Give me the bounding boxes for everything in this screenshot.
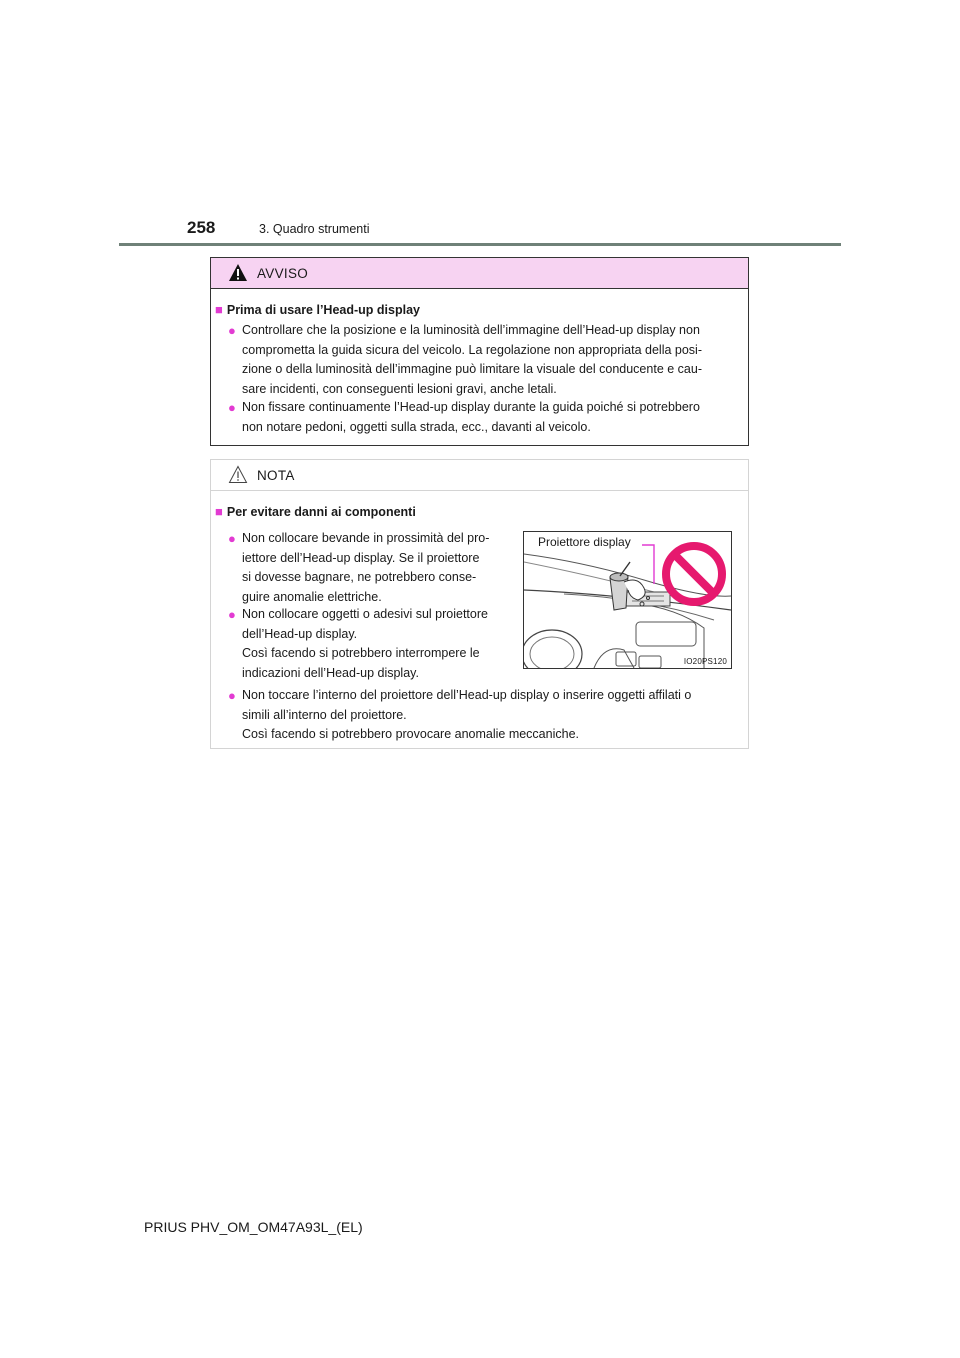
prohibition-icon [660,540,728,608]
note-box [210,459,749,749]
projector-illustration [523,531,732,669]
warning-bullet [228,321,743,399]
note-title: NOTA [257,468,295,483]
figure-code: IO20PS120 [683,657,727,666]
figure-label: Proiettore display [538,535,631,549]
bullet-dot-icon: ● [228,323,236,338]
bullet-dot-icon: ● [228,531,236,546]
warning-bullet-text: Controllare che la posizione e la luminosità dell’immagine dell’Head-up display non comprometta la guida sicura del veicolo. La regolazione non appropriata della posi- zione o della luminosità dell’immagine può limitare la visuale del conducente e cau- sare incidenti, con conseguenti lesioni gravi, anche letali. [242,323,702,396]
square-bullet-icon: ■ [215,504,223,519]
note-bullet [228,529,515,607]
note-bullet-text: Non collocare oggetti o adesivi sul proiettore dell’Head-up display. Così facendo si potrebbero interrompere le indicazioni dell’Head-up display. [242,607,488,680]
note-subheading [215,504,416,519]
note-header [211,460,748,491]
note-subheading-text: Per evitare danni ai componenti [226,505,416,519]
note-bullet-text: Non collocare bevande in prossimità del pro- iettore dell’Head-up display. Se il proiettore si dovesse bagnare, ne potrebbero conse- guire anomalie elettriche. [242,531,490,604]
warning-box [210,257,749,446]
page-number: 258 [187,218,216,237]
warning-subheading [215,302,420,317]
warning-subheading-text: Prima di usare l’Head-up display [226,303,420,317]
warning-header [211,258,748,289]
warning-bullet-text: Non fissare continuamente l’Head-up display durante la guida poiché si potrebbero non notare pedoni, oggetti sulla strada, ecc., davanti al veicolo. [242,400,700,434]
square-bullet-icon: ■ [215,302,223,317]
warning-triangle-icon [228,263,248,282]
warning-bullet [228,398,743,437]
document-code: PRIUS PHV_OM_OM47A93L_(EL) [144,1219,363,1235]
note-bullet [228,605,515,683]
note-bullet-text: Non toccare l’interno del proiettore dell’Head-up display o inserire oggetti affilati o simili all’interno del proiettore. Così facendo si potrebbero provocare anomalie meccaniche. [242,688,692,741]
section-title: 3. Quadro strumenti [259,222,370,236]
header-rule [119,243,841,246]
note-bullet [228,686,743,745]
bullet-dot-icon: ● [228,607,236,622]
bullet-dot-icon: ● [228,400,236,415]
warning-title: AVVISO [257,266,309,281]
caution-outline-icon [228,465,248,484]
bullet-dot-icon: ● [228,688,236,703]
